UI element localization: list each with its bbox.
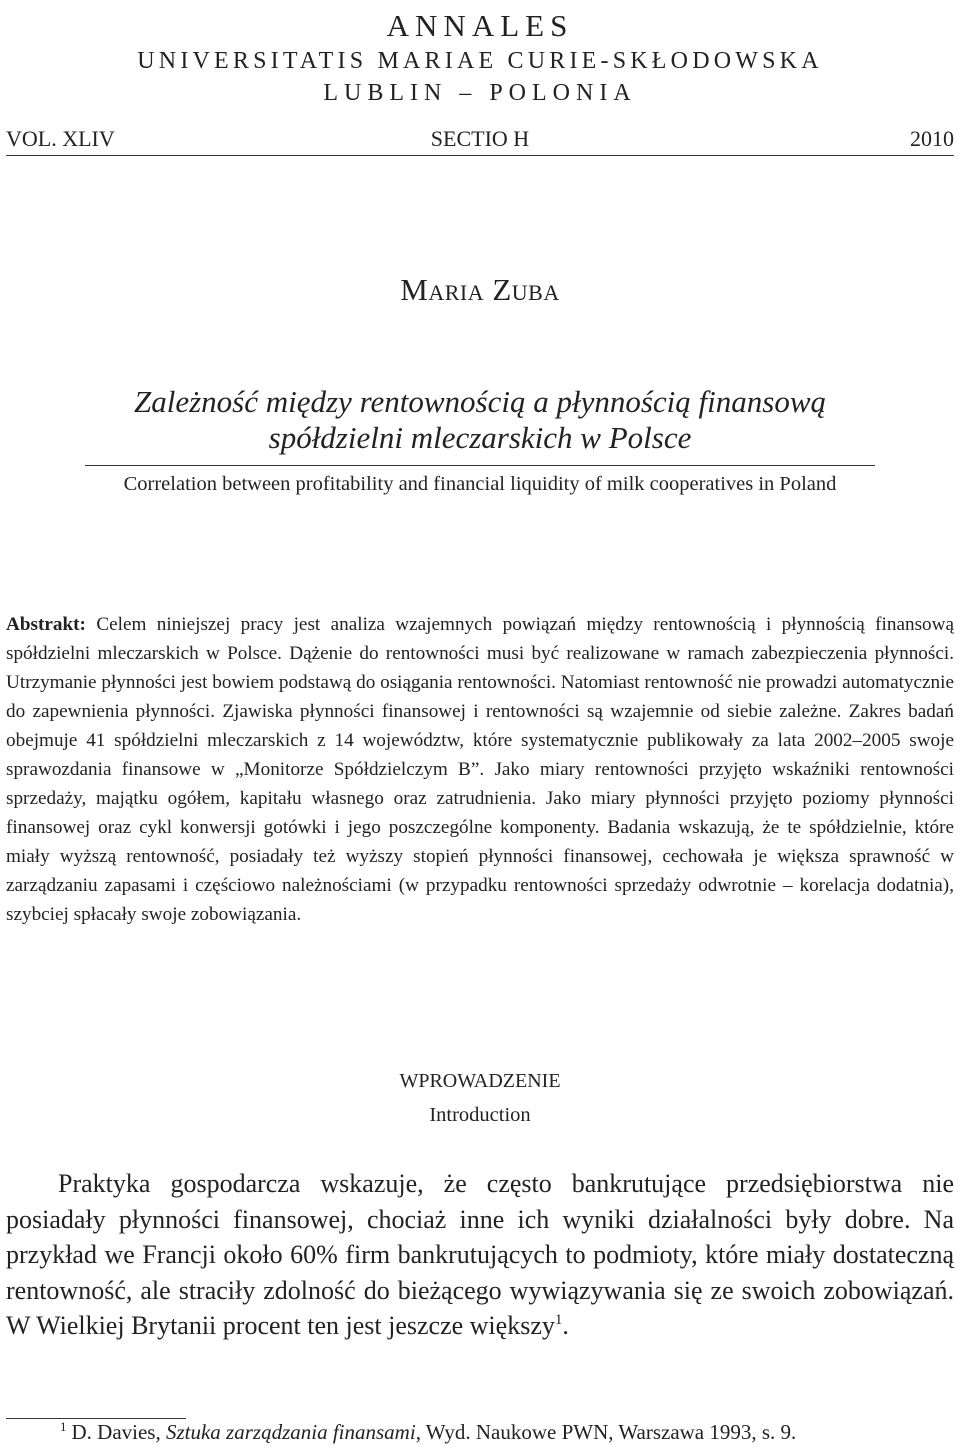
footnote-reference[interactable]: 1: [554, 1312, 563, 1329]
body-paragraph-text: Praktyka gospodarcza wskazuje, że często bankrutujące przedsiębiorstwa nie posiadały płynności finansowej, chociaż inne ich wyniki działalności były dobre. Na przykład we Francji około 60% firm bankrutujących to podmioty, które miały dostateczną rentowność, ale straciły zdolność do bieżącego wywiązywania się ze swoich zobowiązań. W Wielkiej Brytanii procent ten jest jeszcze większy: [6, 1169, 954, 1341]
issue-year: 2010: [910, 126, 954, 151]
header-rule: [6, 155, 954, 156]
author-name: Maria Zuba: [400, 272, 560, 307]
english-title: Correlation between profitability and financial liquidity of milk cooperatives in Poland: [123, 473, 837, 495]
footnote-number: 1: [60, 1419, 67, 1434]
issue-volume: VOL. XLIV: [6, 126, 115, 151]
abstract: [6, 610, 954, 929]
journal-location: LUBLIN – POLONIA: [323, 80, 637, 106]
footnote-book-title: Sztuka zarządzania finansami: [165, 1420, 416, 1444]
body-paragraph-end: .: [562, 1311, 569, 1341]
abstract-label: Abstrakt:: [6, 614, 86, 635]
title-line-1: Zależność między rentownością a płynnością finansową: [133, 384, 826, 419]
section-subheading: Introduction: [429, 1104, 531, 1126]
footnote-after: , Wyd. Naukowe PWN, Warszawa 1993, s. 9.: [415, 1420, 797, 1444]
footnote: [60, 1418, 796, 1446]
abstract-text: Celem niniejszej pracy jest analiza wzajemnych powiązań między rentownością i płynnością finansową spółdzielni mleczarskich w Polsce. Dążenie do rentowności musi być realizowane w ramach zabezpieczenia płynności. Utrzymanie płynności jest bowiem podstawą do osiągania rentowności. Natomiast rentowność nie prowadzi automatycznie do zapewnienia płynności. Zjawiska płynności finansowej i rentowności są wzajemnie od siebie zależne. Zakres badań obejmuje 41 spółdzielni mleczarskich z 14 województw, które systematycznie publikowały za lata 2002–2005 swoje sprawozdania finansowe w „Monitorze Spółdzielczym B”. Jako miary rentowności przyjęto wskaźniki rentowności sprzedaży, majątku ogółem, kapitału własnego oraz zatrudnienia. Jako miary płynności przyjęto poziomy płynności finansowej oraz cykl konwersji gotówki i jego poszczególne komponenty. Badania wskazują, że te spółdzielnie, które miały wyższą rentowność, posiadały też wyższy stopień płynności finansowej, cechowała je większa sprawność w zarządzaniu zapasami i częściowo należnościami (w przypadku rentowności sprzedaży odwrotnie – korelacja dodatnia), szybciej spłacały swoje zobowiązania.: [6, 614, 954, 925]
title-line-2: spółdzielni mleczarskich w Polsce: [268, 420, 692, 455]
issue-info-row: [6, 124, 954, 154]
journal-university: UNIVERSITATIS MARIAE CURIE-SKŁODOWSKA: [137, 48, 823, 74]
issue-section: SECTIO H: [430, 126, 530, 151]
body-paragraph: [6, 1166, 954, 1344]
journal-name: ANNALES: [386, 8, 574, 43]
footnote-before: D. Davies,: [71, 1420, 166, 1444]
section-heading: WPROWADZENIE: [399, 1070, 561, 1092]
title-rule: [85, 465, 875, 466]
